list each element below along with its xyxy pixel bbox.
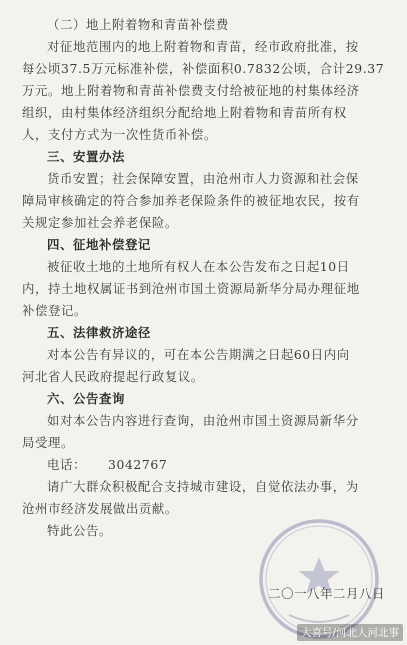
- section-3-line-3: 关规定参加社会养老保险。: [22, 215, 178, 230]
- source-watermark: 大喜号/河北人河北事: [297, 624, 403, 641]
- section-2-line-2: 每公顷37.5万元标准补偿，补偿面积0.7832公顷，合计29.37: [22, 61, 385, 76]
- section-5-line-2: 河北省人民政府提起行政复议。: [22, 369, 204, 384]
- section-2-line-4: 组织，由村集体经济组织分配给地上附着物和青苗所有权: [22, 105, 347, 120]
- section-2-line-1: 对征地范围内的地上附着物和青苗，经市政府批准，按: [47, 39, 359, 54]
- phone-label: 电话：: [47, 457, 86, 472]
- section-4-line-3: 补偿登记。: [22, 303, 87, 318]
- section-4-line-1: 被征收土地的土地所有权人在本公告发布之日起10日: [47, 259, 350, 274]
- section-5-title: 五、法律救济途径: [47, 325, 151, 340]
- section-2-line-3: 万元。地上附着物和青苗补偿费支付给被征地的村集体经济: [22, 83, 360, 98]
- section-6-line-2: 局受理。: [22, 435, 74, 450]
- section-4-title: 四、征地补偿登记: [47, 237, 151, 252]
- sign-off: 特此公告。: [47, 523, 112, 538]
- section-2-line-5: 人，支付方式为一次性货币补偿。: [22, 127, 217, 142]
- section-4-line-2: 内，持土地权属证书到沧州市国土资源局新华分局办理征地: [22, 281, 360, 296]
- section-6-line-1: 如对本公告内容进行查询，由沧州市国土资源局新华分: [47, 413, 359, 428]
- closing-line-1: 请广大群众积极配合支持城市建设，自觉依法办事，为: [47, 479, 359, 494]
- section-3-title: 三、安置办法: [47, 149, 125, 164]
- notice-date: 二〇一八年二月八日: [268, 586, 385, 601]
- phone-number: 3042767: [107, 457, 168, 472]
- closing-line-2: 沧州市经济发展做出贡献。: [22, 501, 178, 516]
- section-3-line-1: 货币安置；社会保障安置，由沧州市人力资源和社会保: [47, 171, 359, 186]
- section-6-title: 六、公告查询: [47, 391, 125, 406]
- seal-arc: [289, 615, 349, 622]
- section-5-line-1: 对本公告有异议的，可在本公告期满之日起60日内向: [47, 347, 350, 362]
- section-2-title: （二）地上附着物和青苗补偿费: [47, 17, 229, 32]
- section-3-line-2: 障局审核确定的符合参加养老保险条件的被征地农民，按有: [22, 193, 360, 208]
- phone-line: [22, 454, 389, 476]
